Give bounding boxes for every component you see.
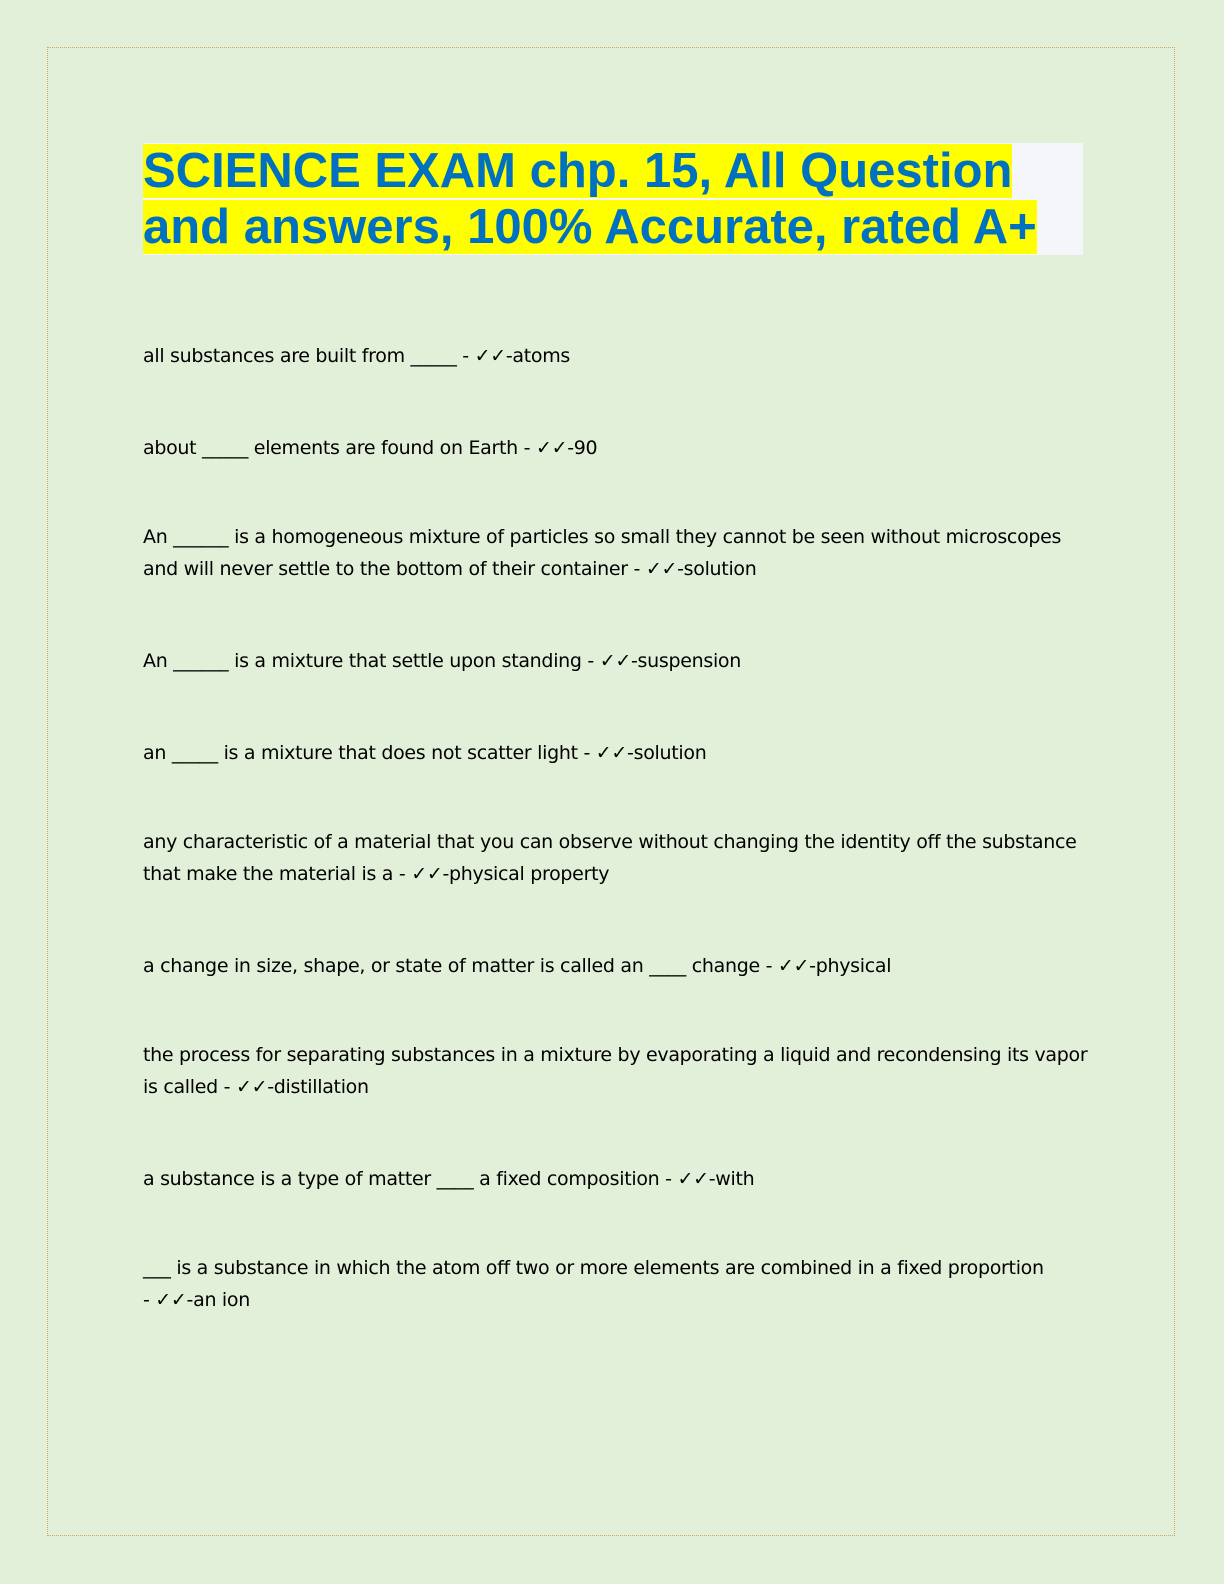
question-text: all substances are built from _____ xyxy=(143,345,457,367)
qa-item xyxy=(143,1039,1088,1103)
checkmark-icon: ✓✓ xyxy=(599,650,631,672)
answer-text: -distillation xyxy=(267,1076,369,1098)
question-text: ___ is a substance in which the atom off two or more elements are combined in a fixed proportion xyxy=(143,1257,1044,1279)
qa-item xyxy=(143,1252,1088,1316)
answer-text: -solution xyxy=(627,742,707,764)
document-title-text: SCIENCE EXAM chp. 15, All Question and answers, 100% Accurate, rated A+ xyxy=(143,144,1037,254)
document-title xyxy=(143,143,1083,255)
separator: - xyxy=(581,650,600,672)
qa-item xyxy=(143,521,1088,585)
separator: - xyxy=(659,1168,678,1190)
checkmark-icon: ✓✓ xyxy=(411,863,443,885)
qa-item xyxy=(143,340,1088,372)
checkmark-icon: ✓✓ xyxy=(535,437,568,459)
separator: - xyxy=(217,1076,236,1098)
answer-text: -an ion xyxy=(186,1289,250,1311)
separator: - xyxy=(627,558,646,580)
answer-text: -atoms xyxy=(505,345,571,367)
separator: - xyxy=(517,437,536,459)
qa-item xyxy=(143,826,1088,890)
qa-item xyxy=(143,645,1088,677)
separator: - xyxy=(577,742,596,764)
qa-item xyxy=(143,737,1088,769)
question-text: a change in size, shape, or state of matter is called an ____ change xyxy=(143,955,760,977)
separator: - xyxy=(759,955,778,977)
qa-item xyxy=(143,432,1088,464)
separator: - xyxy=(393,863,412,885)
answer-text: -90 xyxy=(567,437,598,459)
question-text: An ______ is a homogeneous mixture of particles so small they cannot be seen without microscopes and will never settle to the bottom of their container xyxy=(143,526,1062,580)
checkmark-icon: ✓✓ xyxy=(645,558,678,580)
separator: - xyxy=(456,345,475,367)
question-text: an _____ is a mixture that does not scatter light xyxy=(143,742,578,764)
question-text: about _____ elements are found on Earth xyxy=(143,437,518,459)
qa-item xyxy=(143,950,1088,982)
answer-text: -solution xyxy=(677,558,757,580)
checkmark-icon: ✓✓ xyxy=(777,955,810,977)
question-text: the process for separating substances in a mixture by evaporating a liquid and recondensing its vapor is called xyxy=(143,1044,1088,1098)
checkmark-icon: ✓✓ xyxy=(595,742,628,764)
question-text: any characteristic of a material that you can observe without changing the identity off the substance that make the material is a xyxy=(143,831,1077,885)
question-text: a substance is a type of matter ____ a fixed composition xyxy=(143,1168,660,1190)
answer-text: -suspension xyxy=(630,650,742,672)
question-text: An ______ is a mixture that settle upon standing xyxy=(143,650,582,672)
answer-text: -with xyxy=(708,1168,755,1190)
separator: - xyxy=(143,1289,156,1311)
checkmark-icon: ✓✓ xyxy=(474,345,506,367)
checkmark-icon: ✓✓ xyxy=(235,1076,268,1098)
checkmark-icon: ✓✓ xyxy=(155,1289,187,1311)
title-block xyxy=(143,143,1083,255)
answer-text: -physical property xyxy=(442,863,610,885)
answer-text: -physical xyxy=(809,955,892,977)
checkmark-icon: ✓✓ xyxy=(677,1168,709,1190)
qa-item xyxy=(143,1163,1088,1195)
